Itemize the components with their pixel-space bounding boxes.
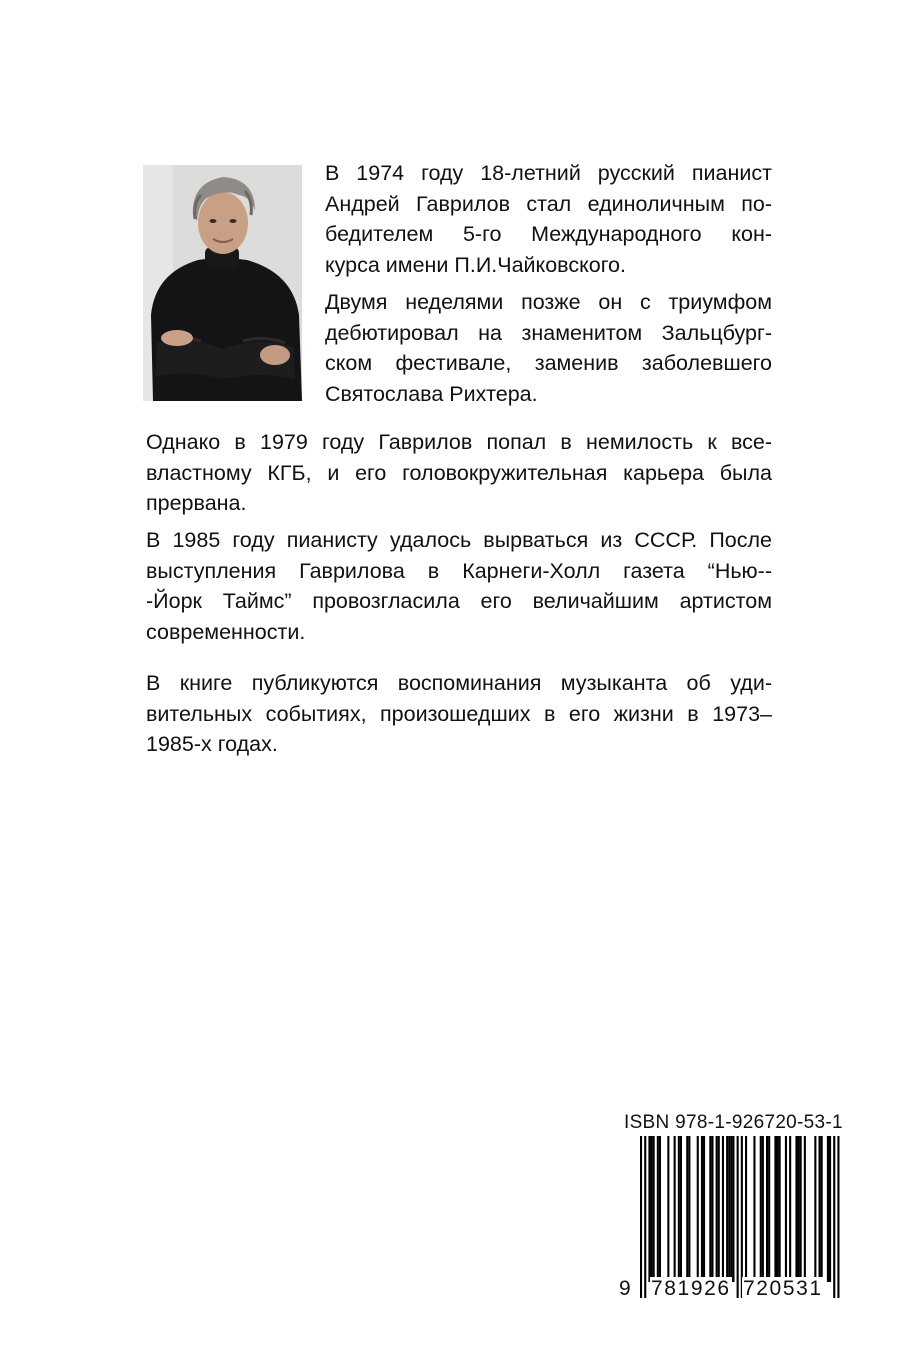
text-line: В книге публикуются воспоминания музыканта об уди- [146,671,772,695]
text-line: -Йорк Таймс” провозгласила его величайшим артистом [146,589,772,613]
bio-paragraph-5 [146,668,772,760]
barcode-bar [819,1136,821,1282]
barcode-bar [701,1136,703,1282]
text-line: Андрей Гаврилов стал единоличным по- [325,191,772,216]
barcode-guard-bar [741,1136,743,1298]
barcode-bar [697,1136,699,1282]
barcode-bar [798,1136,800,1282]
text-line: В 1974 году 18-летний русский пианист [325,161,772,185]
barcode-bar [726,1136,728,1282]
barcode-guard-bar [833,1136,835,1298]
author-photo [143,165,302,401]
barcode-bar [648,1136,650,1282]
barcode-bar [674,1136,676,1282]
barcode-bar [711,1136,713,1282]
barcode-first-digit: 9 [619,1277,633,1300]
barcode-bar [688,1136,690,1282]
text-line: властному КГБ, и его головокружительная карьера была [146,460,772,485]
barcode-bar [722,1136,724,1282]
barcode-bar [703,1136,705,1282]
barcode-bar [686,1136,688,1282]
barcode-bar [730,1136,732,1282]
barcode-bar [728,1136,730,1282]
barcode-bar [760,1136,762,1282]
barcode-bar [814,1136,816,1282]
text-line: современности. [146,619,306,644]
barcode-bar [678,1136,680,1282]
barcode-bar [766,1136,768,1282]
barcode-bar [732,1136,734,1282]
author-portrait-illustration [143,165,302,401]
text-line: 1985-х годах. [146,732,278,756]
barcode-bar [785,1136,787,1282]
barcode-bar [709,1136,711,1282]
barcode-guard-bar [737,1136,739,1298]
barcode-bar [659,1136,661,1282]
barcode-bar [821,1136,823,1282]
text-line: Однако в 1979 году Гаврилов попал в немилость к все- [146,430,772,454]
barcode-bar [777,1136,779,1282]
barcode-bar [804,1136,806,1282]
barcode-digit-group-2: 720531 [743,1277,823,1300]
barcode-bar [651,1136,653,1282]
barcode-bar [827,1136,829,1282]
bio-paragraph-1 [325,158,772,280]
barcode-bar [762,1136,764,1282]
barcode-bar [680,1136,682,1282]
text-line: дебютировал на знаменитом Зальцбург- [325,320,772,345]
text-line: Святослава Рихтера. [325,381,538,406]
text-line: В 1985 году пианисту удалось вырваться из СССР. После [146,528,772,552]
text-line: вительных событиях, произошедших в его жизни в 1973– [146,701,772,726]
barcode-guard-bar [644,1136,646,1298]
barcode-bar [718,1136,720,1282]
barcode-bar [774,1136,776,1282]
barcode-bar [657,1136,659,1282]
bio-paragraph-3 [146,427,772,519]
barcode-bar [667,1136,669,1282]
barcode-bar [829,1136,831,1282]
barcode-bar [768,1136,770,1282]
text-line: бедителем 5-го Международного кон- [325,222,772,246]
bio-paragraph-4 [146,525,772,647]
bio-paragraph-2 [325,287,772,409]
text-line: прервана. [146,491,247,515]
barcode-guard-bar [640,1136,642,1298]
barcode-bar [795,1136,797,1282]
barcode-bar [745,1136,747,1282]
barcode-bar [753,1136,755,1282]
barcode-bar [789,1136,791,1282]
barcode-bar [779,1136,781,1282]
text-line: Двумя неделями позже он с триумфом [325,290,772,314]
barcode-bar [653,1136,655,1282]
barcode-guard-bar [837,1136,839,1298]
barcode-digit-group-1: 781926 [651,1277,731,1300]
barcode-bar [800,1136,802,1282]
isbn-label: ISBN 978-1-926720-53-1 [624,1112,843,1133]
barcode-bar [716,1136,718,1282]
text-line: ском фестивале, заменив заболевшего [325,351,772,375]
text-line: курса имени П.И.Чайковского. [325,252,626,277]
text-line: выступления Гаврилова в Карнеги-Холл газета “Нью-- [146,558,772,583]
